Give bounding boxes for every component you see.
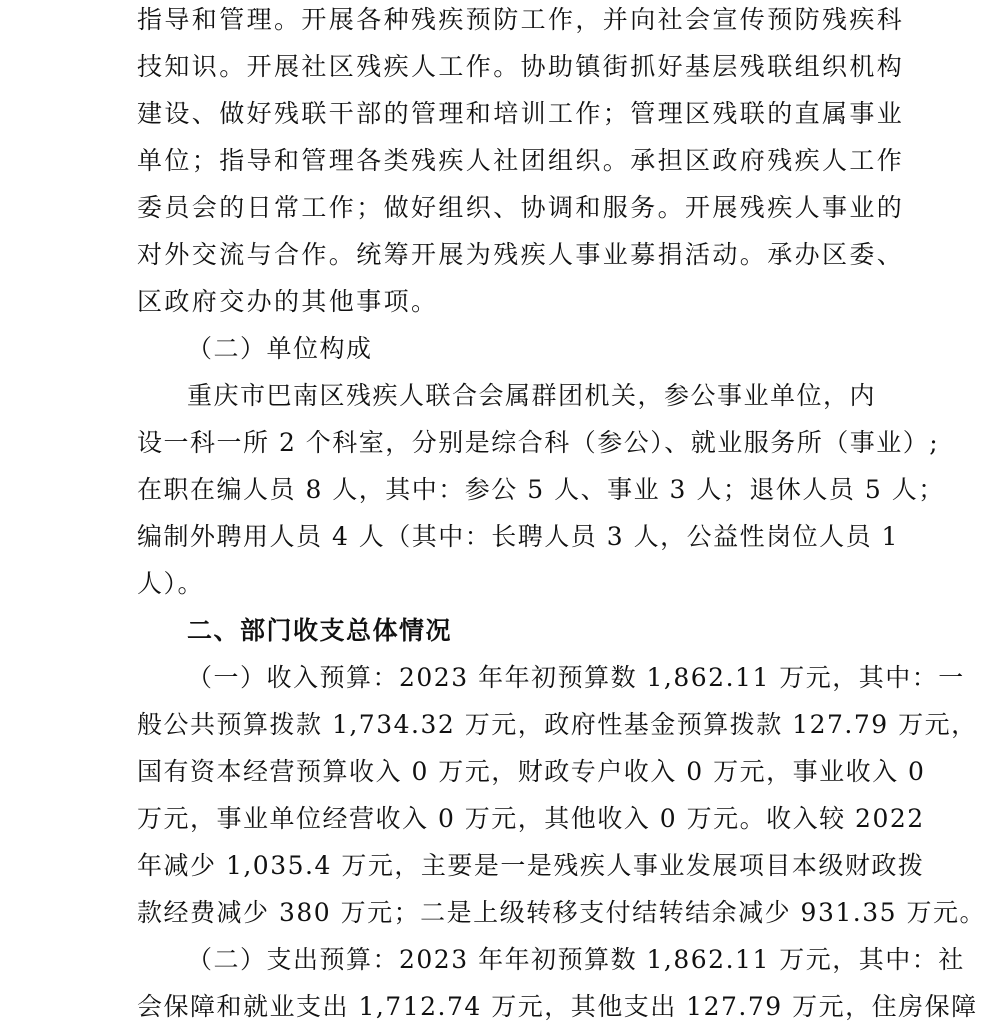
paragraph-line: 编制外聘用人员 4 人（其中：长聘人员 3 人，公益性岗位人员 1 [137,522,899,551]
paragraph-line: 指导和管理。开展各种残疾预防工作，并向社会宣传预防残疾科 [137,5,905,34]
paragraph-line: 人）。 [137,569,205,598]
paragraph-line: 对外交流与合作。统筹开展为残疾人事业募捐活动。承办区委、 [137,240,905,269]
paragraph-line: 单位；指导和管理各类残疾人社团组织。承担区政府残疾人工作 [137,146,905,175]
paragraph-line: 款经费减少 380 万元；二是上级转移支付结转结余减少 931.35 万元。 [137,898,986,927]
paragraph-line: 建设、做好残联干部的管理和培训工作；管理区残联的直属事业 [137,99,905,128]
section-heading: 二、部门收支总体情况 [187,616,453,645]
paragraph-line: 重庆市巴南区残疾人联合会属群团机关，参公事业单位，内 [187,381,877,410]
paragraph-line: 委员会的日常工作；做好组织、协调和服务。开展残疾人事业的 [137,193,905,222]
paragraph-line: 年减少 1,035.4 万元，主要是一是残疾人事业发展项目本级财政拨 [137,851,925,880]
section-subheading: （二）单位构成 [187,334,373,363]
paragraph-line: （一）收入预算：2023 年年初预算数 1,862.11 万元，其中：一 [187,663,965,692]
paragraph-line: 区政府交办的其他事项。 [137,287,439,316]
paragraph-line: （二）支出预算：2023 年年初预算数 1,862.11 万元，其中：社 [187,945,965,974]
paragraph-line: 技知识。开展社区残疾人工作。协助镇街抓好基层残联组织机构 [137,52,905,81]
paragraph-line: 国有资本经营预算收入 0 万元，财政专户收入 0 万元，事业收入 0 [137,757,926,786]
paragraph-line: 般公共预算拨款 1,734.32 万元，政府性基金预算拨款 127.79 万元， [137,710,978,739]
paragraph-line: 在职在编人员 8 人，其中：参公 5 人、事业 3 人；退休人员 5 人； [137,475,945,504]
paragraph-line: 万元，事业单位经营收入 0 万元，其他收入 0 万元。收入较 2022 [137,804,925,833]
paragraph-line: 设一科一所 2 个科室，分别是综合科（参公）、就业服务所（事业）; [137,428,940,457]
paragraph-line: 会保障和就业支出 1,712.74 万元，其他支出 127.79 万元，住房保障 [137,992,978,1021]
